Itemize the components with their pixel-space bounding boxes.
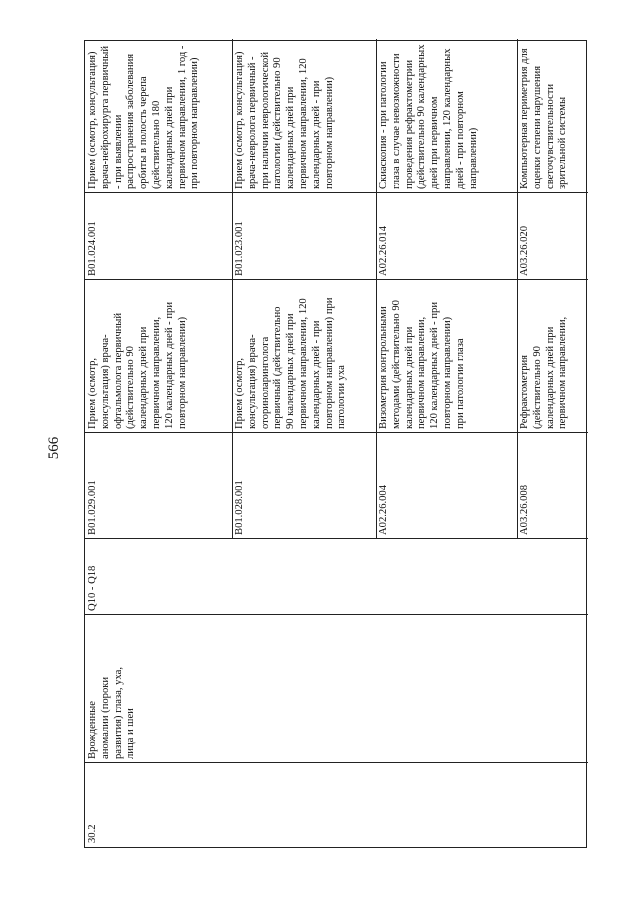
related-service-code: B01.024.001 <box>87 221 98 276</box>
page-number: 566 <box>46 436 62 460</box>
disease-name: Врожденные аномалии (пороки развития) глаза, уха, лица и шеи <box>87 667 137 759</box>
service-code: B01.029.001 <box>87 480 98 535</box>
related-service-name: Прием (осмотр, консультация) врача-невролога первичный - при наличии неврологической патологии (действительно 90 календарных дней при первичном направлении, 120 календарных дней - при повторном направлении) <box>234 51 335 189</box>
rotated-table <box>84 40 587 848</box>
service-code: B01.028.001 <box>234 480 245 535</box>
service-name: Рефрактометрия (действительно 90 календарных дней при первичном направлении, <box>519 316 569 429</box>
service-code: A03.26.008 <box>519 484 530 535</box>
related-service-name: Компьютерная периметрия для оценки степени нарушения светочувствительности зрительной системы <box>519 48 569 189</box>
service-name: Прием (осмотр, консультация) врача- оториноларинголога первичный (действительно 90 календарных дней при первичном направлении, 120 календарных дней - при повторном направлении) при патологии уха <box>234 297 348 429</box>
related-service-code: A03.26.020 <box>519 225 530 276</box>
related-service-code: A02.26.014 <box>378 225 389 276</box>
related-service-name: Скиаскопия - при патологии глаза в случае невозможности проведения рефрактометрии (действительно 90 календарных дней при первичном направлении, 120 календарных дней - при повторном направлении) <box>378 44 479 189</box>
related-service-name: Прием (осмотр, консультация) врача-нейрохирурга первичный - при выявлении распространения заболевания орбиты в полость черепа (действительно 180 календарных дней при первичном направлении, 1 год - при повторном направлении) <box>87 45 201 189</box>
row-number: 30.2 <box>87 824 98 843</box>
service-name: Прием (осмотр, консультация) врача- офтальмолога первичный (действительно 90 календарных дней при первичном направлении, 120 календарных дней - при повторном направлении) <box>87 302 188 429</box>
service-name: Визометрия контрольными методами (действительно 90 календарных дней при первичном направлении, 120 календарных дней - при повторном направлении) при патологии глаза <box>378 300 466 429</box>
icd-code: Q10 - Q18 <box>87 565 98 611</box>
service-code: A02.26.004 <box>378 484 389 535</box>
related-service-code: B01.023.001 <box>234 221 245 276</box>
